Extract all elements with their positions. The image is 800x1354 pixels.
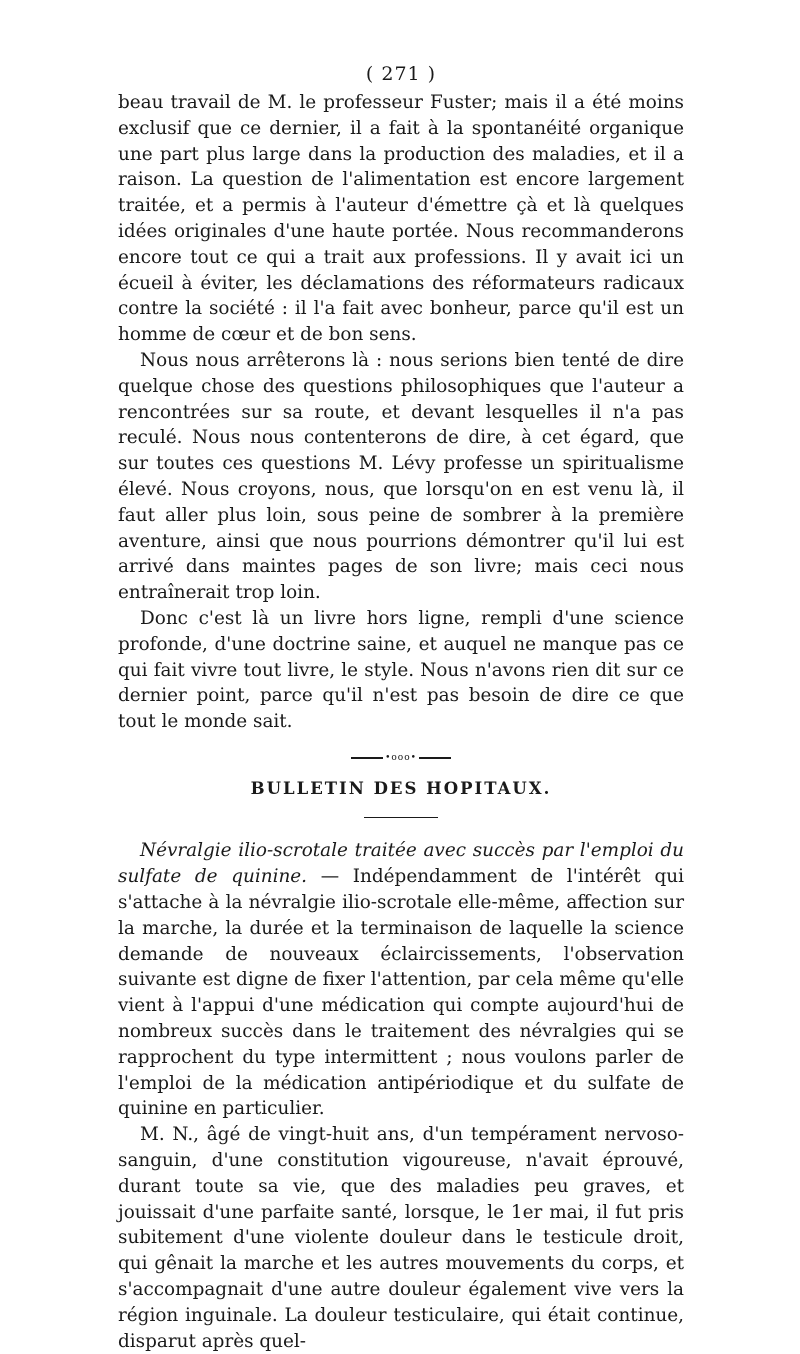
article-intro-text: — Indépendamment de l'intérêt qui s'attache à la névralgie ilio-scrotale elle-même, affection sur la marche, la durée et la terminaison de laquelle la science demande de nouveaux éclaircissements, l'observation suivante est digne de fixer l'attention, par cela même qu'elle vient à l'appui d'une médication qui compte aujourd'hui de nombreux succès dans le traitement des névralgies qui se rapprochent du type intermittent ; nous voulons parler de l'emploi de la médication antipériodique et du sulfate de quinine en particulier. [118,866,684,1120]
document-page [118,62,684,1354]
section-title: BULLETIN DES HOPITAUX. [250,778,552,798]
section-ornament [118,751,684,765]
ornament-line-left [351,757,383,759]
paragraph-review-continuation: beau travail de M. le professeur Fuster; mais il a été moins exclusif que ce dernier, il a fait à la spontanéité organique une part plus large dans la production des maladies, et il a raison. La question de l'alimentation est encore largement traitée, et a permis à l'auteur d'émettre çà et là quelques idées originales d'une haute portée. Nous recommanderons encore tout ce qui a trait aux professions. Il y avait ici un écueil à éviter, les déclamations des réformateurs radicaux contre la société : il l'a fait avec bonheur, parce qu'il est un homme de cœur et de bon sens. [118,92,684,346]
ornament-line-right [419,757,451,759]
article-first-paragraph [118,838,684,1122]
article-case-paragraph: M. N., âgé de vingt-huit ans, d'un tempérament nervoso-sanguin, d'une constitution vigoureuse, n'avait éprouvé, durant toute sa vie, que des maladies peu graves, et jouissait d'une parfaite santé, lorsque, le 1er mai, il fut pris subitement d'une violente douleur dans le testicule droit, qui gênait la marche et les autres mouvements du corps, et s'accompagnait d'une autre douleur également vive vers la région inguinale. La douleur testiculaire, qui était continue, disparut après quel- [118,1124,684,1352]
article-title: Névralgie ilio-scrotale traitée avec succès par l'emploi du sulfate de quinine. [118,840,684,888]
ornament-dots: •ooo• [385,752,417,763]
paragraph-philosophical-questions: Nous nous arrêterons là : nous serions bien tenté de dire quelque chose des questions philosophiques que l'auteur a rencontrées sur sa route, et devant lesquelles il n'a pas reculé. Nous nous contenterons de dire, à cet égard, que sur toutes ces questions M. Lévy professe un spiritualisme élevé. Nous croyons, nous, que lorsqu'on en est venu là, il faut aller plus loin, sous peine de sombrer à la première aventure, ainsi que nous pourrions démontrer qu'il lui est arrivé dans maintes pages de son livre; mais ceci nous entraînerait trop loin. [118,349,684,604]
title-rule [364,817,438,819]
paragraph-conclusion: Donc c'est là un livre hors ligne, rempli d'une science profonde, d'une doctrine saine, et auquel ne manque pas ce qui fait vivre tout livre, le style. Nous n'avons rien dit sur ce dernier point, parce qu'il n'est pas besoin de dire ce que tout le monde sait. [118,607,684,733]
page-number: ( 271 ) [365,63,437,85]
